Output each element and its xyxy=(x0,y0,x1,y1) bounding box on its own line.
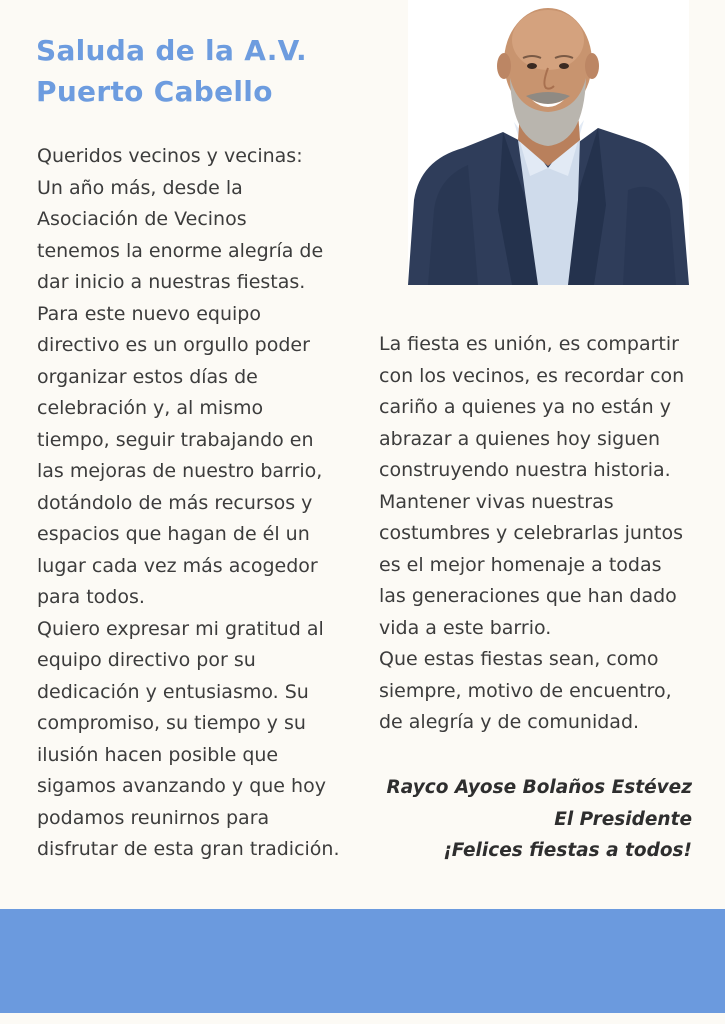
body-text-line: Quiero expresar mi gratitud al xyxy=(37,617,324,640)
body-text-line: siempre, motivo de encuentro, xyxy=(379,679,672,702)
body-text-line: disfrutar de esta gran tradición. xyxy=(37,838,340,860)
body-text-line: Asociación de Vecinos xyxy=(37,208,247,230)
president-photo xyxy=(408,0,689,285)
body-text-line: Mantener vivas nuestras xyxy=(379,490,614,513)
title-line: Saluda de la A.V. xyxy=(36,34,307,67)
body-text-line: Un año más, desde la xyxy=(37,176,243,199)
body-text-line: sigamos avanzando y que hoy xyxy=(37,775,326,797)
body-text-line: dotándolo de más recursos y xyxy=(37,491,313,514)
body-text-line: dedicación y entusiasmo. Su xyxy=(37,680,309,703)
body-right-column xyxy=(379,329,709,739)
signature-name: Rayco Ayose Bolaños Estévez xyxy=(386,777,692,798)
body-text-line: dar inicio a nuestras fiestas. xyxy=(37,271,306,293)
body-text-line: compromiso, su tiempo y su xyxy=(37,712,306,734)
signature-role: El Presidente xyxy=(554,808,692,830)
body-text-line: con los vecinos, es recordar con xyxy=(379,364,685,387)
body-text-line: espacios que hagan de él un xyxy=(37,523,310,545)
page-title xyxy=(36,30,307,112)
body-text-line: organizar estos días de xyxy=(37,365,258,388)
body-text-line: costumbres y celebrarlas juntos xyxy=(379,522,683,544)
body-text-line: celebración y, al mismo xyxy=(37,397,264,419)
body-text-line: vida a este barrio. xyxy=(379,616,552,639)
body-text-line: La fiesta es unión, es compartir xyxy=(379,333,679,355)
body-text-line: de alegría y de comunidad. xyxy=(379,711,640,733)
body-text-line: Que estas fiestas sean, como xyxy=(379,648,659,670)
signature-closing: ¡Felices fiestas a todos! xyxy=(443,840,692,861)
footer-edge xyxy=(0,1013,725,1024)
body-text-line: Queridos vecinos y vecinas: xyxy=(37,145,303,167)
body-text-line: directivo es un orgullo poder xyxy=(37,334,310,356)
body-text-line: construyendo nuestra historia. xyxy=(379,459,671,481)
body-text-line: abrazar a quienes hoy siguen xyxy=(379,427,661,450)
signature-block xyxy=(387,772,692,867)
body-text-line: lugar cada vez más acogedor xyxy=(37,554,318,577)
footer-band xyxy=(0,909,725,1024)
body-text-line: ilusión hacen posible que xyxy=(37,743,279,766)
body-text-line: cariño a quienes ya no están y xyxy=(379,396,671,418)
body-text-line: para todos. xyxy=(37,586,145,608)
body-left-column xyxy=(37,141,357,866)
body-text-line: tenemos la enorme alegría de xyxy=(37,239,324,262)
body-text-line: es el mejor homenaje a todas xyxy=(379,553,662,576)
body-text-line: Para este nuevo equipo xyxy=(37,302,261,325)
body-text-line: equipo directivo por su xyxy=(37,649,256,671)
title-line: Puerto Cabello xyxy=(36,75,273,108)
body-text-line: las generaciones que han dado xyxy=(379,585,677,607)
body-text-line: las mejoras de nuestro barrio, xyxy=(37,460,323,482)
body-text-line: podamos reunirnos para xyxy=(37,806,270,829)
body-text-line: tiempo, seguir trabajando en xyxy=(37,428,314,451)
